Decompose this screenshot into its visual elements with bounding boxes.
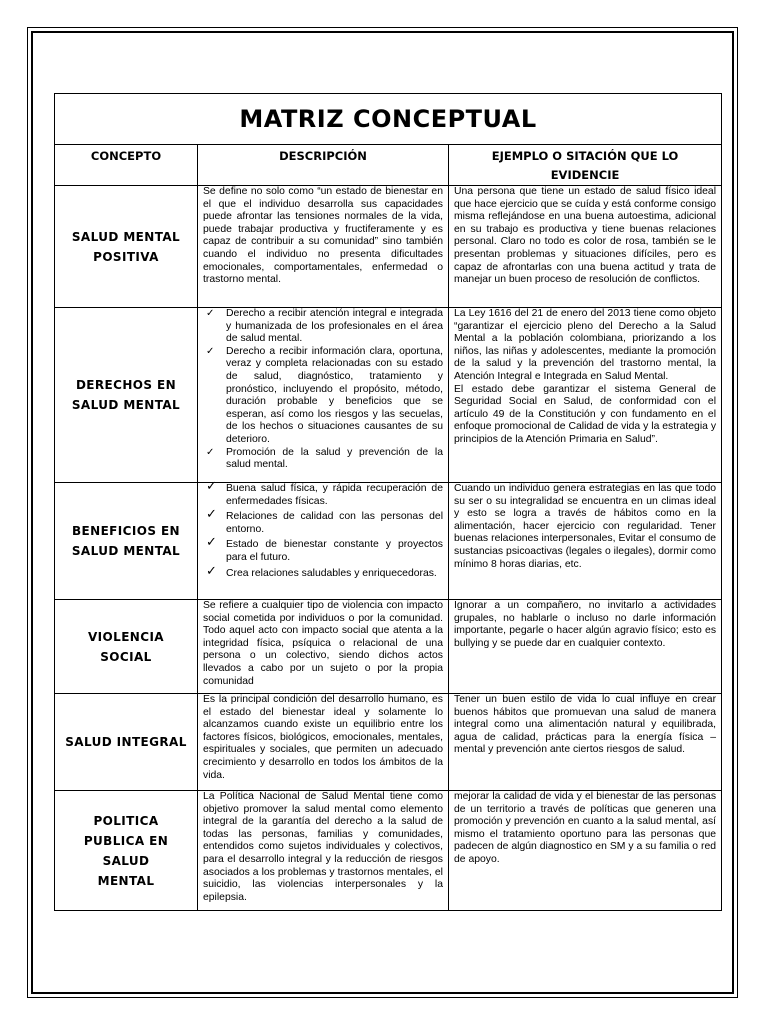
description-cell: La Política Nacional de Salud Mental tiene como objetivo promover la salud mental como elemento integral de la garantía del derecho a la salud de todas las personas, familias y comunidades, entendidos como sujetos individuales y colectivos, para el desarrollo integral y la reducción de riesgos asociados a los problemas y trastornos mentales, el suicidio, las violencias interpersonales y la epilepsia. xyxy=(198,791,449,911)
concept-violencia-social: VIOLENCIA SOCIAL xyxy=(55,600,198,694)
description-cell xyxy=(198,308,449,483)
description-cell: Se define no solo como “un estado de bienestar en el que el individuo desarrolla sus capacidades puede afrontar las tensiones normales de la vida, puede trabajar productiva y fructiferamente y es capaz de contribuir a su comunidad” sino también cuando el individuo no presenta dificultades emocionales, comportamentales, enfermedad o trastorno mental. xyxy=(198,186,449,308)
concept-matrix-table xyxy=(54,93,722,911)
list-item-text: Crea relaciones saludables y enriquecedoras. xyxy=(226,567,437,579)
checklist xyxy=(203,479,443,580)
checkmark-icon: ✓ xyxy=(206,345,215,357)
list-item xyxy=(203,479,443,508)
list-item-text: Derecho a recibir atención integral e integrada y humanizada de los profesionales en el área de salud mental. xyxy=(226,308,443,345)
checkmark-icon: ✓ xyxy=(206,479,217,494)
list-item xyxy=(203,447,443,472)
list-item-text: Buena salud física, y rápida recuperación de enfermedades físicas. xyxy=(226,483,443,507)
header-concepto: CONCEPTO xyxy=(55,145,198,186)
list-item xyxy=(203,346,443,447)
example-paragraph: El estado debe garantizar el sistema General de Seguridad Social en Salud, de conformidad con el artículo 49 de la Constitución y con fundamento en el enfoque promocional de Calidad de vida y la estrategia y principios de la Atención Primaria en Salud”. xyxy=(454,383,717,445)
list-item-text: Derecho a recibir información clara, oportuna, veraz y completa relacionadas con su estado de salud, diagnóstico, tratamiento y pronóstico, incluyendo el propósito, método, duración probable y beneficios que se esperan, así como los riesgos y las secuelas, de los hechos o situaciones causantes de su deterioro. xyxy=(226,345,443,445)
table-row xyxy=(55,186,722,308)
table-row xyxy=(55,694,722,791)
header-descripcion: DESCRIPCIÓN xyxy=(198,145,449,186)
example-cell xyxy=(449,308,722,483)
example-cell: Una persona que tiene un estado de salud físico ideal que hace ejercicio que se cuída y está conforme consigo misma reflejándose en una buena autoestima, adicional en su trabajo es productiva y tiene buenas relaciones personal. Claro no todo es color de rosa, también se le presentan problemas y situaciones difíciles, pero es capaz de afrontarlas con una buena actitud y trata de manejar un buen proceso de resolución de conflictos. xyxy=(449,186,722,308)
checkmark-icon: ✓ xyxy=(206,507,217,523)
list-item xyxy=(203,563,443,581)
example-cell: Ignorar a un compañero, no invitarlo a actividades grupales, no hablarle o incluso no darle información importante, pegarle o hacer algún agravio físico; esto es bullying y se puede dar en cualquier contexto. xyxy=(449,600,722,694)
list-item xyxy=(203,507,443,536)
title-row xyxy=(55,94,722,145)
header-ejemplo: EJEMPLO O SITACIÓN QUE LO EVIDENCIE xyxy=(449,145,722,186)
list-item-text: Estado de bienestar constante y proyectos para el futuro. xyxy=(226,539,443,563)
concept-beneficios-salud-mental: BENEFICIOS EN SALUD MENTAL xyxy=(55,483,198,600)
checklist xyxy=(203,308,443,472)
concept-salud-integral: SALUD INTEGRAL xyxy=(55,694,198,791)
header-row xyxy=(55,145,722,186)
example-cell: Tener un buen estilo de vida lo cual influye en crear buenos hábitos que promuevan una salud de manera integral como una alimentación natural y equilibrada, agua de calidad, prácticas para la energía física – mental y prevención ante ciertos riesgos de salud. xyxy=(449,694,722,791)
concept-salud-mental-positiva: SALUD MENTAL POSITIVA xyxy=(55,186,198,308)
list-item-text: Relaciones de calidad con las personas del entorno. xyxy=(226,511,443,535)
table-row xyxy=(55,308,722,483)
concept-politica-publica: POLITICA PUBLICA EN SALUD MENTAL xyxy=(55,791,198,911)
table-row xyxy=(55,791,722,911)
checkmark-icon: ✓ xyxy=(206,563,217,579)
example-paragraph: La Ley 1616 del 21 de enero del 2013 tiene como objeto “garantizar el ejercicio pleno del Derecho a la Salud Mental a la población colombiana, priorizando a los niños, las niñas y adolescentes, mediante la promoción de la salud y la prevención del trastorno mental, la Atención Integral e Integrada en Salud Mental. xyxy=(454,308,717,382)
list-item xyxy=(203,308,443,346)
example-cell: Cuando un individuo genera estrategias en las que todo su ser o su integralidad se encuentra en un climas ideal y esto se logra a través de hábitos como en la alimentación, hacer ejercicio con regularidad. Tener buenas relaciones interpersonales, Evitar el consumo de sustancias psicoactivas (legales o ilegales), dormir como mínimo 8 horas diarias, etc. xyxy=(449,483,722,600)
example-cell: mejorar la calidad de vida y el bienestar de las personas de un territorio a través de políticas que generen una promoción y prevención en cuanto a la salud mental, así mismo el tratamiento oportuno para las personas que padecen de algún diagnostico en SM y a su familia o red de apoyo. xyxy=(449,791,722,911)
list-item-text: Promoción de la salud y prevención de la salud mental. xyxy=(226,446,443,471)
checkmark-icon: ✓ xyxy=(206,308,215,319)
checkmark-icon: ✓ xyxy=(206,535,217,551)
list-item xyxy=(203,535,443,564)
checkmark-icon: ✓ xyxy=(206,446,215,458)
concept-derechos-salud-mental: DERECHOS EN SALUD MENTAL xyxy=(55,308,198,483)
description-cell: Se refiere a cualquier tipo de violencia con impacto social cometida por individuos o por la comunidad. Todo aquel acto con impacto social que atenta a la integridad física, psíquica o relacional de una persona o un colectivo, siendo dichos actos llevados a cabo por un sujeto o por la propia comunidad xyxy=(198,600,449,694)
table-row xyxy=(55,600,722,694)
page-title: MATRIZ CONCEPTUAL xyxy=(55,94,722,145)
table-row xyxy=(55,483,722,600)
description-cell xyxy=(198,479,449,600)
description-cell: Es la principal condición del desarrollo humano, es el estado del bienestar ideal y solamente lo alcanzamos cuando existe un equilibrio entre los factores físicos, biológicos, emocionales, mentales, espirituales y sociales, que permiten un adecuado crecimiento y desarrollo en todos los ámbitos de la vida. xyxy=(198,694,449,791)
